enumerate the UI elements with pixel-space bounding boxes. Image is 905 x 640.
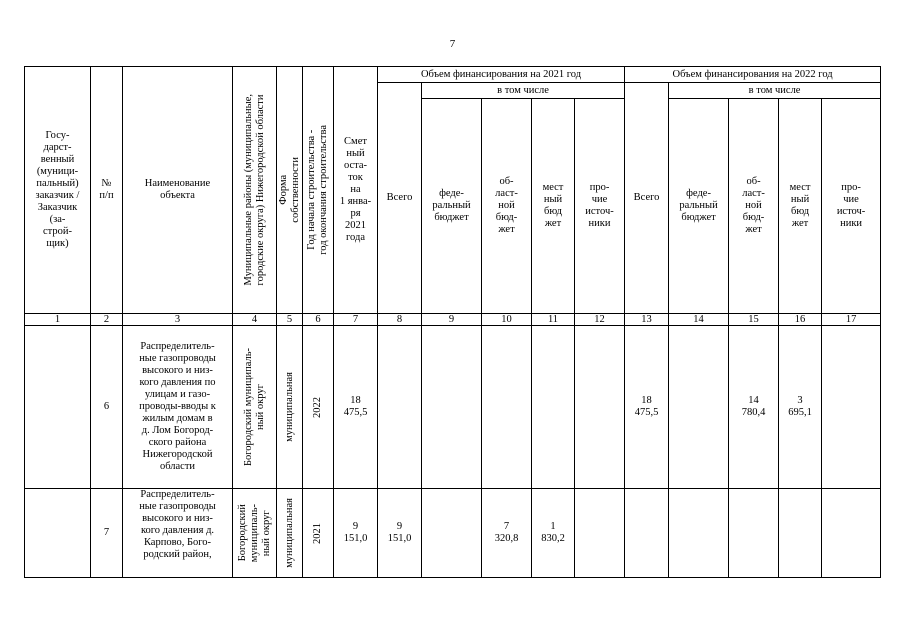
- cell-other-2021: [575, 326, 625, 489]
- cell-ownership: муниципальная: [277, 326, 303, 489]
- column-number: 15: [729, 314, 779, 326]
- cell-other-2021: [575, 489, 625, 578]
- cell-object-name: Распределитель- ные газопроводы высокого и низ- кого давления д. Карпово, Бого- родский район,: [123, 489, 233, 578]
- cell-number: 6: [91, 326, 123, 489]
- header-construction-years: Год начала строительства - год окончания строительства: [303, 67, 334, 314]
- cell-total-2021: 9 151,0: [378, 489, 422, 578]
- cell-federal-2022: [669, 326, 729, 489]
- cell-other-2022: [822, 326, 881, 489]
- cell-federal-2021: [422, 326, 482, 489]
- column-number: 3: [123, 314, 233, 326]
- cell-district: Богородский муниципаль- ный округ: [233, 326, 277, 489]
- table-row: [25, 326, 881, 489]
- column-number: 17: [822, 314, 881, 326]
- cell-ownership: муниципальная: [277, 489, 303, 578]
- header-other-2021: про- чие источ- ники: [575, 99, 625, 314]
- cell-local-2021: 1 830,2: [532, 489, 575, 578]
- cell-local-2022: [779, 489, 822, 578]
- cell-local-2022: 3 695,1: [779, 326, 822, 489]
- column-number-row: [25, 314, 881, 326]
- column-number: 10: [482, 314, 532, 326]
- column-number: 12: [575, 314, 625, 326]
- cell-number: 7: [91, 489, 123, 578]
- header-local-2022: мест ный бюд жет: [779, 99, 822, 314]
- column-number: 13: [625, 314, 669, 326]
- cell-total-2022: [625, 489, 669, 578]
- header-districts: Муниципальные районы (муниципальные, городские округа) Нижегородской области: [233, 67, 277, 314]
- cell-total-2021: [378, 326, 422, 489]
- cell-federal-2022: [669, 489, 729, 578]
- header-customer: Госу- дарст- венный (муници- пальный) заказчик / Заказчик (за- строй- щик): [25, 67, 91, 314]
- column-number: 14: [669, 314, 729, 326]
- header-regional-2021: об- ласт- ной бюд- жет: [482, 99, 532, 314]
- header-estimated-balance: Смет ный оста- ток на 1 янва- ря 2021 года: [334, 67, 378, 314]
- column-number: 8: [378, 314, 422, 326]
- cell-regional-2022: [729, 489, 779, 578]
- column-number: 11: [532, 314, 575, 326]
- header-including-2021: в том числе: [422, 83, 625, 99]
- cell-regional-2022: 14 780,4: [729, 326, 779, 489]
- column-number: 5: [277, 314, 303, 326]
- cell-regional-2021: 7 320,8: [482, 489, 532, 578]
- cell-customer: [25, 326, 91, 489]
- cell-year: 2021: [303, 489, 334, 578]
- cell-year: 2022: [303, 326, 334, 489]
- cell-customer: [25, 489, 91, 578]
- header-other-2022: про- чие источ- ники: [822, 99, 881, 314]
- header-total-2021: Всего: [378, 83, 422, 314]
- column-number: 16: [779, 314, 822, 326]
- cell-district: Богородский муниципаль- ный округ: [233, 489, 277, 578]
- cell-other-2022: [822, 489, 881, 578]
- header-including-2022: в том числе: [669, 83, 881, 99]
- cell-regional-2021: [482, 326, 532, 489]
- cell-object-name: Распределитель- ные газопроводы высокого и низ- кого давления по улицам и газо- проводы-вводы к жилым домам в д. Лом Богород- ского района Нижегородской области: [123, 326, 233, 489]
- header-total-2022: Всего: [625, 83, 669, 314]
- cell-balance: 18 475,5: [334, 326, 378, 489]
- cell-local-2021: [532, 326, 575, 489]
- header-local-2021: мест ный бюд жет: [532, 99, 575, 314]
- cell-federal-2021: [422, 489, 482, 578]
- column-number: 6: [303, 314, 334, 326]
- table-row: [25, 489, 881, 578]
- column-number: 7: [334, 314, 378, 326]
- column-number: 1: [25, 314, 91, 326]
- column-number: 9: [422, 314, 482, 326]
- header-financing-2022: Объем финансирования на 2022 год: [625, 67, 881, 83]
- header-federal-2021: феде- ральный бюджет: [422, 99, 482, 314]
- column-number: 4: [233, 314, 277, 326]
- page-number: 7: [449, 38, 456, 50]
- header-ownership: Форма собственности: [277, 67, 303, 314]
- cell-total-2022: 18 475,5: [625, 326, 669, 489]
- header-financing-2021: Объем финансирования на 2021 год: [378, 67, 625, 83]
- header-number: № п/п: [91, 67, 123, 314]
- financing-table: [24, 66, 881, 578]
- header-object-name: Наименование объекта: [123, 67, 233, 314]
- cell-balance: 9 151,0: [334, 489, 378, 578]
- header-federal-2022: феде- ральный бюджет: [669, 99, 729, 314]
- column-number: 2: [91, 314, 123, 326]
- header-regional-2022: об- ласт- ной бюд- жет: [729, 99, 779, 314]
